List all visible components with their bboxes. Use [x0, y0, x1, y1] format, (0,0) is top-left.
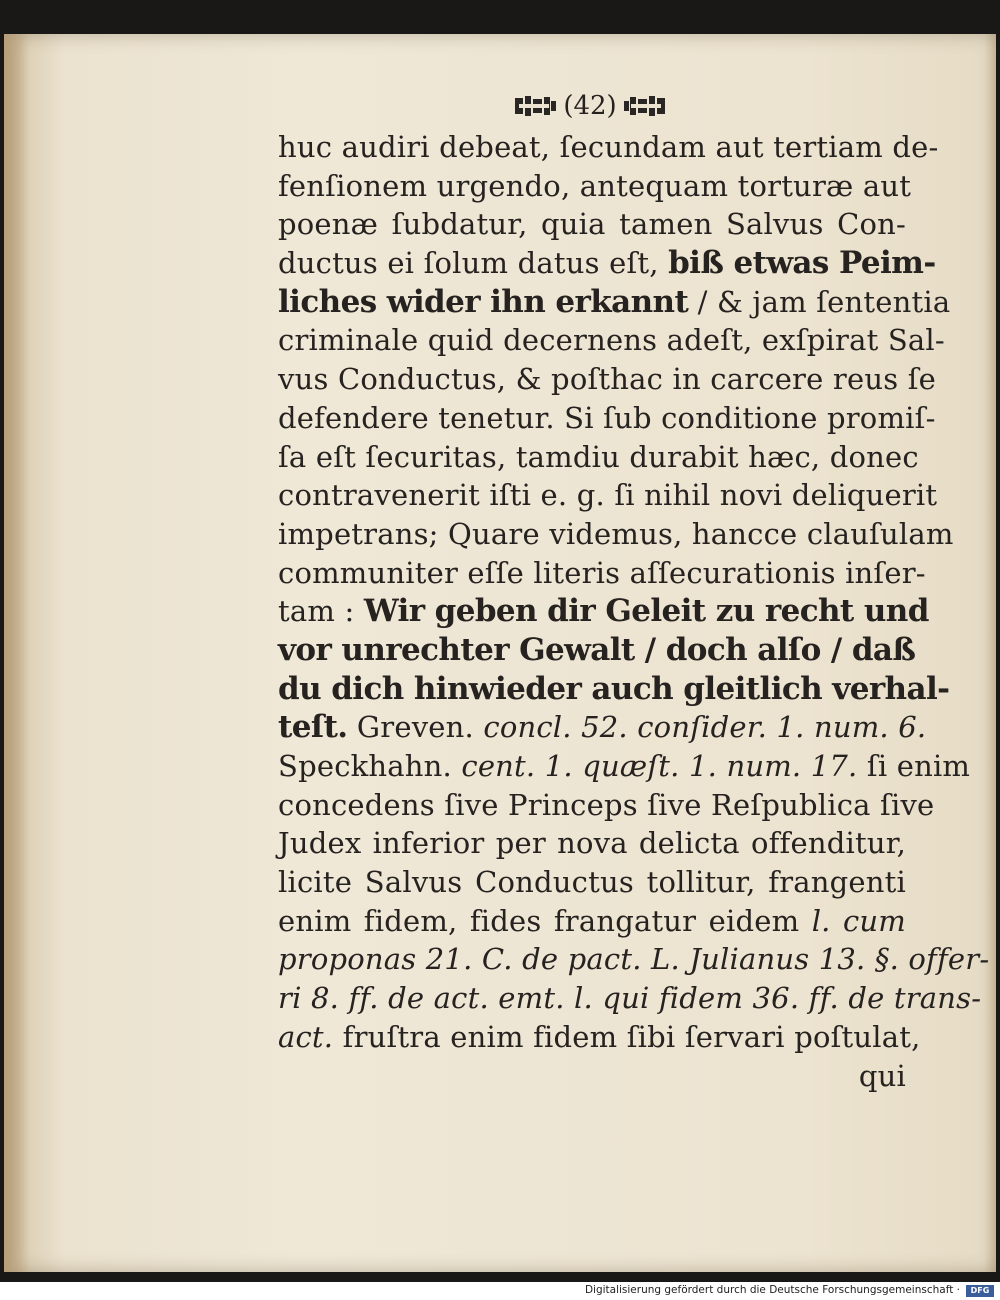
text-segment: enim fidem, fides frangatur eidem	[278, 903, 812, 938]
text-segment: Judex inferior per nova delicta offenditur,	[278, 826, 906, 861]
text-line	[278, 399, 936, 438]
text-segment: ſa eſt ſecuritas, tamdiu durabit hæc, donec	[278, 439, 919, 474]
text-segment: defendere tenetur. Si ſub conditione promiſ-	[278, 400, 936, 435]
text-segment: fruſtra enim fidem ſibi ſervari poſtulat,	[333, 1019, 921, 1054]
fraktur-segment: Wir geben dir Geleit zu recht und	[363, 593, 929, 630]
text-line	[278, 167, 912, 206]
text-line	[278, 824, 906, 863]
text-line	[278, 940, 990, 979]
text-segment: ſi enim	[857, 749, 971, 783]
text-line	[278, 902, 906, 941]
fraktur-segment: teſt.	[278, 709, 348, 746]
fraktur-segment: biß etwas Peim-	[668, 245, 936, 282]
text-segment: licite Salvus Conductus tollitur, frangenti	[278, 865, 906, 900]
text-line	[278, 476, 938, 515]
footer-credit: Digitalisierung gefördert durch die Deutsche Forschungsgemeinschaft ·	[584, 1284, 960, 1296]
text-line	[278, 786, 935, 825]
text-segment: poenæ ſubdatur, quia tamen Salvus Con-	[278, 207, 906, 242]
fraktur-segment: vor unrechter Gewalt / doch alſo / daß	[278, 631, 916, 668]
text-segment: criminale quid decernens adeſt, exſpirat Sal-	[278, 323, 945, 358]
text-segment: communiter eſſe literis aſſecurationis inſer-	[278, 555, 926, 590]
text-line	[278, 979, 982, 1018]
body-text	[278, 128, 990, 1095]
dfg-logo: DFG	[966, 1285, 994, 1297]
text-segment: concedens ſive Princeps ſive Reſpublica ſive	[278, 787, 935, 822]
text-line	[278, 438, 919, 477]
text-line	[278, 863, 906, 902]
catchword: qui	[858, 1058, 906, 1093]
text-line	[278, 205, 906, 244]
text-line	[278, 592, 929, 631]
italic-citation: concl. 52. conſider. 1. num. 6.	[483, 710, 927, 745]
text-segment: vus Conductus, & poſthac in carcere reus ſe	[278, 362, 936, 397]
text-segment: huc audiri debeat, ſecundam aut tertiam de-	[278, 130, 939, 164]
text-line	[278, 283, 951, 322]
italic-citation: act.	[278, 1019, 334, 1054]
text-line	[278, 128, 939, 167]
text-segment: Greven.	[347, 710, 484, 745]
ornament-right-icon	[623, 95, 667, 117]
digitization-footer	[0, 1282, 1000, 1300]
text-segment: fenſionem urgendo, antequam torturæ aut	[278, 168, 912, 203]
page-header	[490, 88, 690, 124]
text-segment: impetrans; Quare videmus, hancce clauſulam	[278, 516, 954, 551]
text-segment: contravenerit iſti e. g. ſi nihil novi deliquerit	[278, 478, 938, 513]
text-segment: tam :	[278, 594, 364, 629]
text-line	[278, 747, 971, 786]
text-segment: ductus ei ſolum datus eſt,	[278, 246, 669, 281]
text-line	[278, 360, 936, 399]
text-segment: / & jam ſententia	[688, 284, 951, 319]
fraktur-segment: du dich hinwieder auch gleitlich verhal-	[278, 670, 950, 707]
text-line	[278, 631, 916, 670]
text-line	[278, 244, 936, 283]
page-number: (42)	[563, 91, 617, 121]
italic-citation: proponas 21. C. de pact. L. Julianus 13. §. offer-	[278, 942, 990, 977]
fraktur-segment: liches wider ihn erkannt	[278, 283, 689, 320]
italic-citation: ri 8. ff. de act. emt. l. qui fidem 36. ff. de trans-	[278, 981, 982, 1016]
text-line	[278, 1018, 921, 1057]
ornament-left-icon	[513, 95, 557, 117]
italic-citation: cent. 1. quæſt. 1. num. 17.	[461, 749, 858, 783]
text-line	[278, 321, 945, 360]
text-segment: Speckhahn.	[278, 749, 462, 783]
text-line	[278, 515, 954, 554]
italic-citation: l. cum	[811, 903, 906, 938]
text-line	[278, 708, 927, 747]
text-line	[278, 554, 926, 593]
text-line	[278, 670, 950, 709]
